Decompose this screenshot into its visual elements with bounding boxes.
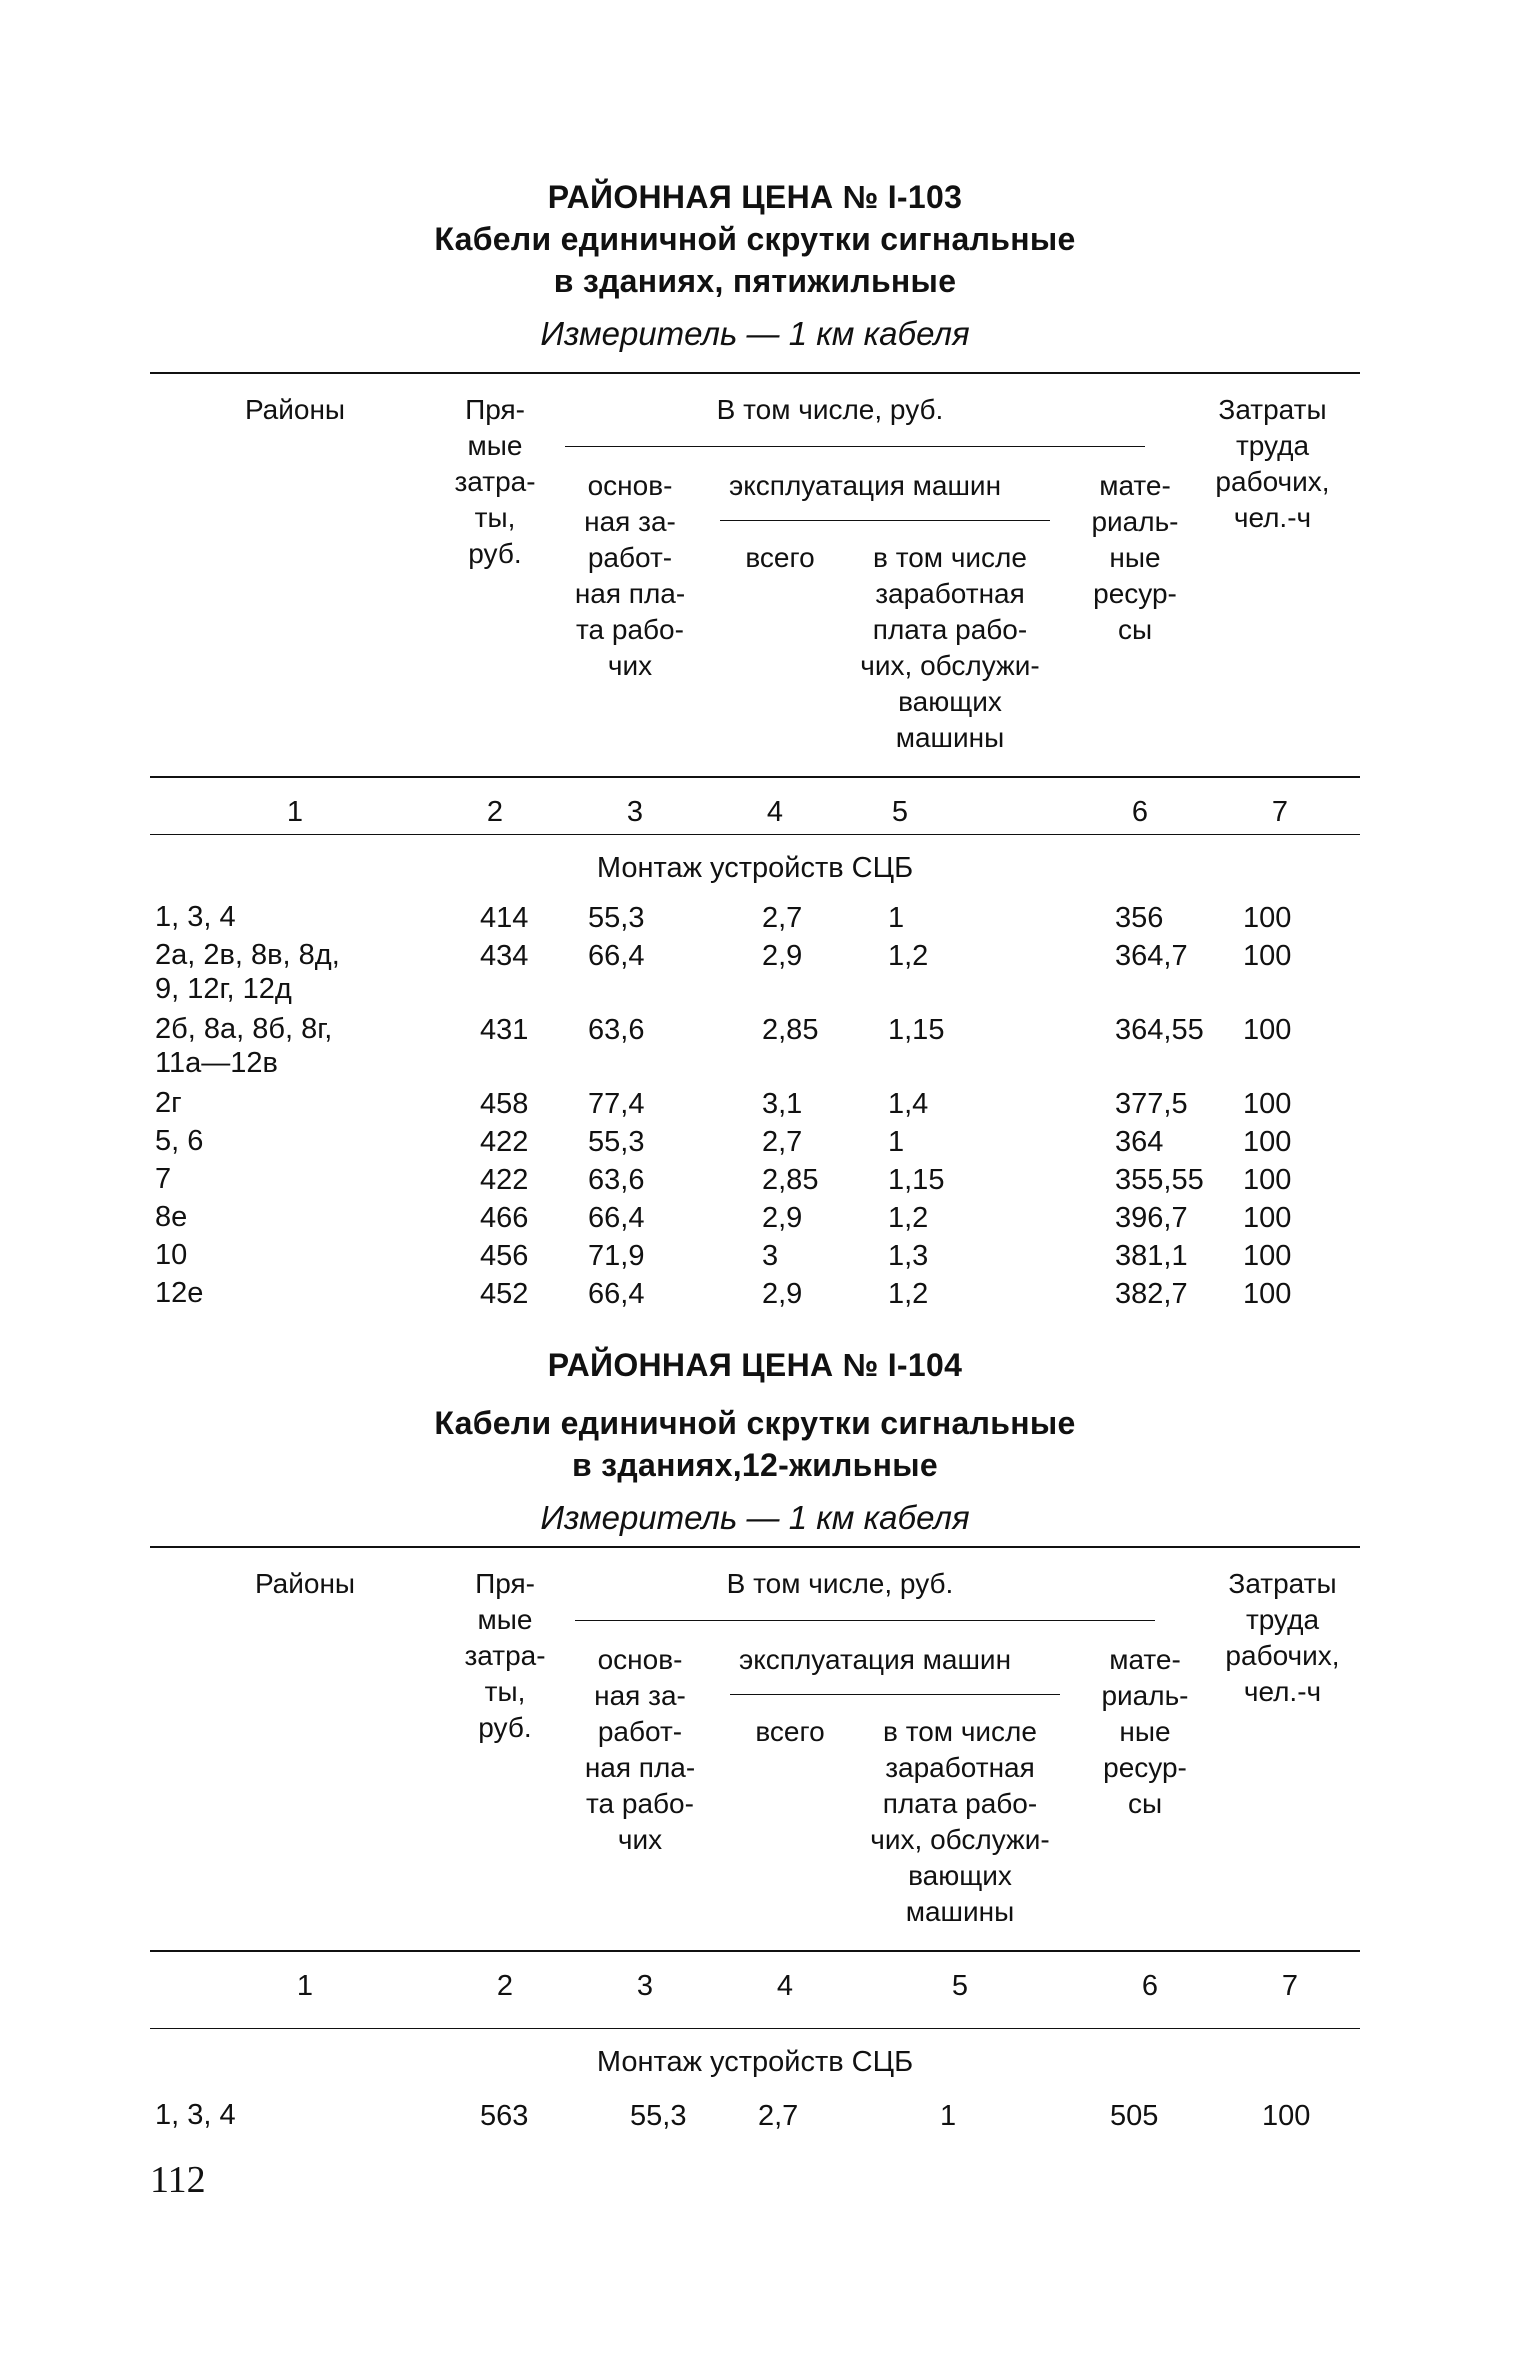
column-number-4: 4 — [766, 796, 784, 828]
cell-labor: 100 — [1243, 1088, 1292, 1120]
section-1-subhead: Монтаж устройств СЦБ — [596, 852, 914, 884]
column-number-7: 7 — [1271, 796, 1289, 828]
cell-region: 1, 3, 4 — [155, 2099, 236, 2131]
column-numbers-bottom-rule — [150, 834, 1360, 835]
table-top-rule — [150, 1546, 1360, 1548]
header-divider-machines — [730, 1694, 1060, 1695]
cell-base-wage: 66,4 — [588, 940, 645, 972]
header-divider-machines — [720, 520, 1050, 521]
cell-labor: 100 — [1243, 1240, 1292, 1272]
header-labor: Затраты труда рабочих, чел.-ч — [1225, 1568, 1340, 1707]
cell-direct: 456 — [480, 1240, 529, 1272]
cell-materials: 382,7 — [1115, 1278, 1188, 1310]
header-including: В том числе, руб. — [726, 1568, 954, 1599]
cell-machines-wage: 1,4 — [888, 1088, 929, 1120]
cell-machines-total: 3,1 — [762, 1088, 803, 1120]
column-number-2: 2 — [486, 796, 504, 828]
header-machines-total: всего — [755, 1716, 825, 1747]
cell-materials: 505 — [1110, 2100, 1159, 2132]
header-machine-operation: эксплуатация машин — [728, 470, 1002, 501]
header-bottom-rule — [150, 1950, 1360, 1952]
header-bottom-rule — [150, 776, 1360, 778]
header-divider-including — [575, 1620, 1155, 1621]
column-number-4: 4 — [776, 1970, 794, 2002]
cell-labor: 100 — [1243, 940, 1292, 972]
header-materials: мате- риаль- ные ресур- сы — [1101, 1644, 1189, 1819]
column-number-3: 3 — [636, 1970, 654, 2002]
cell-materials: 381,1 — [1115, 1240, 1188, 1272]
cell-direct: 563 — [480, 2100, 529, 2132]
cell-machines-wage: 1 — [888, 902, 905, 934]
cell-direct: 452 — [480, 1278, 529, 1310]
header-machines-wage: в том числе заработная плата рабо- чих, обслужи- вающих машины — [870, 1716, 1050, 1927]
column-number-2: 2 — [496, 1970, 514, 2002]
cell-labor: 100 — [1243, 1278, 1292, 1310]
cell-base-wage: 55,3 — [630, 2100, 687, 2132]
section-2-measure: Измеритель — 1 км кабеля — [540, 1499, 970, 1536]
cell-base-wage: 77,4 — [588, 1088, 645, 1120]
cell-labor: 100 — [1243, 902, 1292, 934]
cell-region: 12е — [155, 1277, 204, 1309]
cell-labor: 100 — [1243, 1202, 1292, 1234]
cell-materials: 355,55 — [1115, 1164, 1204, 1196]
cell-labor: 100 — [1243, 1164, 1292, 1196]
cell-direct: 431 — [480, 1014, 529, 1046]
cell-materials: 396,7 — [1115, 1202, 1188, 1234]
cell-direct: 434 — [480, 940, 529, 972]
section-1-title-line-3: в зданиях, пятижильные — [553, 263, 957, 299]
header-direct-costs: Пря- мые затра- ты, руб. — [454, 394, 536, 569]
cell-machines-total: 2,9 — [762, 940, 803, 972]
header-base-wage: основ- ная за- работ- ная пла- та рабо- чих — [574, 470, 686, 681]
cell-region: 1, 3, 4 — [155, 901, 236, 933]
header-machines-total: всего — [745, 542, 815, 573]
cell-materials: 364,7 — [1115, 940, 1188, 972]
column-numbers-bottom-rule — [150, 2028, 1360, 2029]
cell-region: 8е — [155, 1201, 188, 1233]
cell-base-wage: 55,3 — [588, 902, 645, 934]
cell-materials: 356 — [1115, 902, 1164, 934]
header-regions: Районы — [254, 1568, 356, 1599]
section-2-title-block — [150, 1344, 1360, 1540]
section-1-table — [150, 372, 1360, 1310]
header-direct-costs: Пря- мые затра- ты, руб. — [464, 1568, 546, 1743]
cell-materials: 377,5 — [1115, 1088, 1188, 1120]
section-1-title-line-2: Кабели единичной скрутки сигнальные — [434, 221, 1076, 257]
column-number-1: 1 — [296, 1970, 314, 2002]
section-1-measure: Измеритель — 1 км кабеля — [540, 315, 970, 352]
section-2-title-line-3: в зданиях,12-жильные — [572, 1447, 938, 1483]
cell-direct: 466 — [480, 1202, 529, 1234]
table-top-rule — [150, 372, 1360, 374]
cell-direct: 422 — [480, 1126, 529, 1158]
column-number-5: 5 — [891, 796, 909, 828]
cell-machines-wage: 1,2 — [888, 940, 929, 972]
cell-machines-total: 3 — [762, 1240, 779, 1272]
cell-machines-total: 2,85 — [762, 1014, 819, 1046]
cell-region: 2г — [155, 1087, 182, 1119]
cell-base-wage: 63,6 — [588, 1164, 645, 1196]
cell-region: 10 — [155, 1239, 188, 1271]
cell-machines-wage: 1,15 — [888, 1014, 945, 1046]
header-materials: мате- риаль- ные ресур- сы — [1091, 470, 1179, 645]
section-2-subhead: Монтаж устройств СЦБ — [596, 2046, 914, 2078]
cell-machines-wage: 1,2 — [888, 1278, 929, 1310]
cell-materials: 364,55 — [1115, 1014, 1204, 1046]
cell-base-wage: 63,6 — [588, 1014, 645, 1046]
section-1-title-line-1: РАЙОННАЯ ЦЕНА № I-103 — [547, 179, 963, 215]
column-number-7: 7 — [1281, 1970, 1299, 2002]
cell-machines-total: 2,7 — [762, 1126, 803, 1158]
cell-machines-total: 2,7 — [762, 902, 803, 934]
section-2-title-line-2: Кабели единичной скрутки сигнальные — [434, 1405, 1076, 1441]
cell-machines-wage: 1,2 — [888, 1202, 929, 1234]
cell-machines-total: 2,9 — [762, 1278, 803, 1310]
header-base-wage: основ- ная за- работ- ная пла- та рабо- чих — [584, 1644, 696, 1855]
page-number: 112 — [150, 2159, 206, 2201]
column-number-6: 6 — [1141, 1970, 1159, 2002]
cell-base-wage: 55,3 — [588, 1126, 645, 1158]
cell-machines-wage: 1 — [888, 1126, 905, 1158]
cell-labor: 100 — [1243, 1014, 1292, 1046]
cell-direct: 422 — [480, 1164, 529, 1196]
column-number-5: 5 — [951, 1970, 969, 2002]
header-labor: Затраты труда рабочих, чел.-ч — [1215, 394, 1330, 533]
cell-materials: 364 — [1115, 1126, 1164, 1158]
cell-region: 7 — [155, 1163, 172, 1195]
cell-base-wage: 66,4 — [588, 1202, 645, 1234]
cell-direct: 458 — [480, 1088, 529, 1120]
cell-machines-wage: 1,3 — [888, 1240, 929, 1272]
column-number-3: 3 — [626, 796, 644, 828]
cell-region: 2б, 8а, 8б, 8г, 11а—12в — [155, 1013, 333, 1079]
cell-machines-wage: 1 — [940, 2100, 957, 2132]
cell-machines-total: 2,7 — [758, 2100, 799, 2132]
cell-region: 5, 6 — [155, 1125, 204, 1157]
cell-base-wage: 71,9 — [588, 1240, 645, 1272]
header-including: В том числе, руб. — [716, 394, 944, 425]
cell-machines-wage: 1,15 — [888, 1164, 945, 1196]
section-2-table — [150, 1546, 1360, 2146]
header-regions: Районы — [244, 394, 346, 425]
cell-base-wage: 66,4 — [588, 1278, 645, 1310]
cell-direct: 414 — [480, 902, 529, 934]
section-2-title-line-1: РАЙОННАЯ ЦЕНА № I-104 — [547, 1347, 963, 1383]
cell-machines-total: 2,85 — [762, 1164, 819, 1196]
section-1-title-block — [150, 176, 1360, 356]
header-machines-wage: в том числе заработная плата рабо- чих, обслужи- вающих машины — [860, 542, 1040, 753]
header-divider-including — [565, 446, 1145, 447]
column-number-6: 6 — [1131, 796, 1149, 828]
cell-labor: 100 — [1243, 1126, 1292, 1158]
header-machine-operation: эксплуатация машин — [738, 1644, 1012, 1675]
cell-region: 2а, 2в, 8в, 8д, 9, 12г, 12д — [155, 939, 340, 1005]
cell-machines-total: 2,9 — [762, 1202, 803, 1234]
column-number-1: 1 — [286, 796, 304, 828]
cell-labor: 100 — [1262, 2100, 1311, 2132]
